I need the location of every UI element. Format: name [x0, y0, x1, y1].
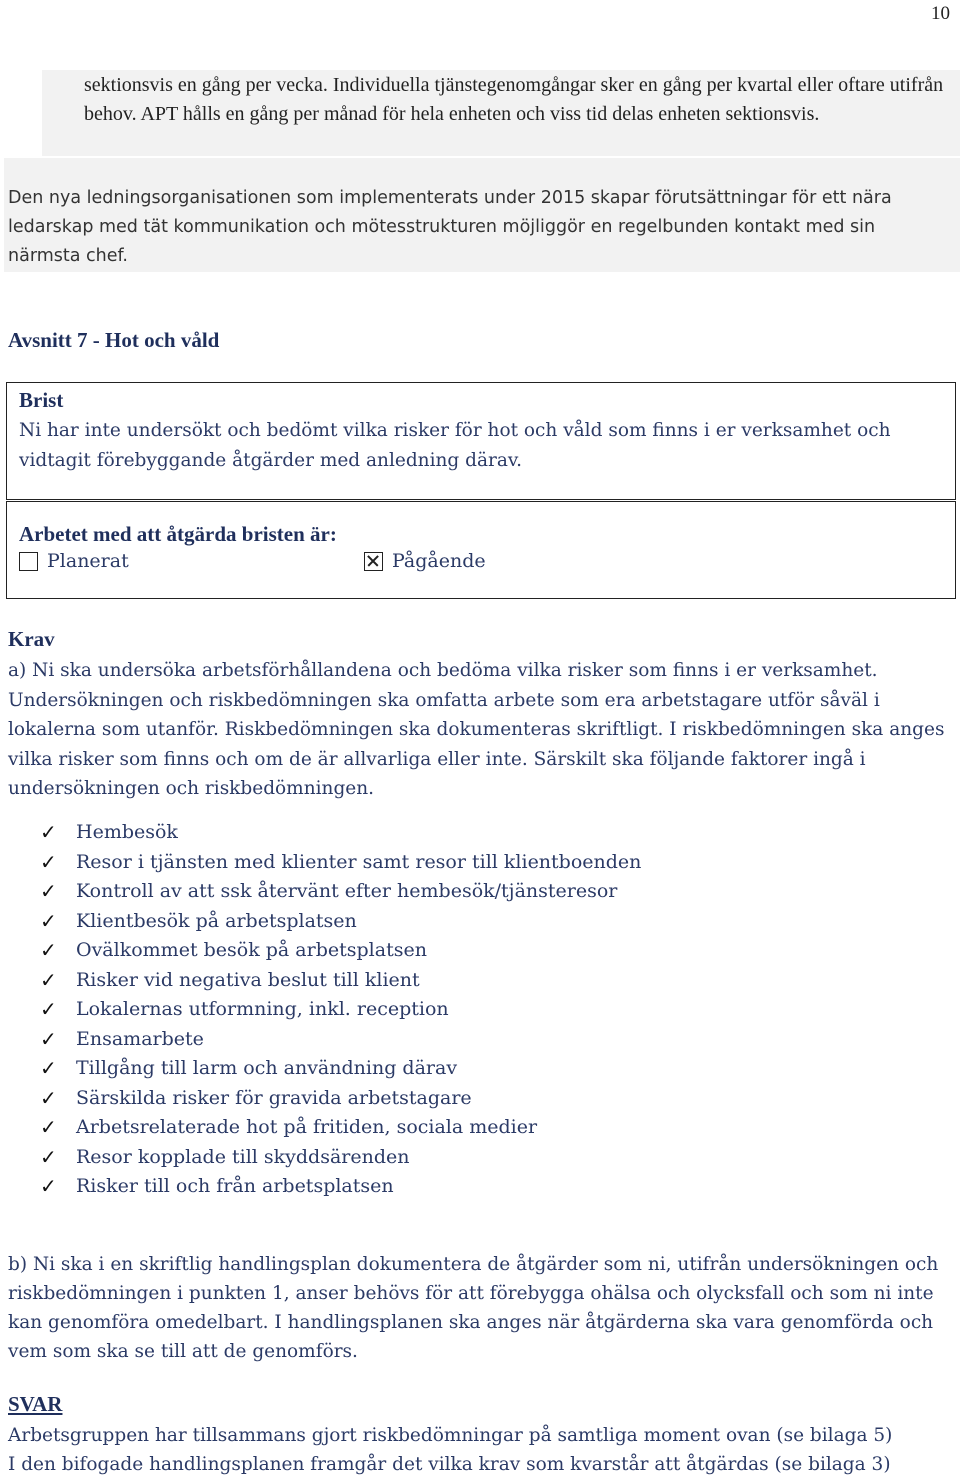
status-ongoing-label: Pågående [392, 550, 486, 572]
unchecked-box-icon[interactable] [19, 552, 38, 571]
status-planned[interactable] [19, 550, 364, 572]
list-item-label: Klientbesök på arbetsplatsen [76, 909, 357, 932]
check-mark-icon: ✓ [40, 908, 57, 933]
check-mark-icon: ✓ [40, 967, 57, 992]
list-item [40, 1084, 641, 1114]
intro-paragraph-2: Den nya ledningsorganisationen som implementerats under 2015 skapar förutsättningar för ett nära ledarskap med tät kommunikation och mötesstrukturen möjliggör en regelbunden kontakt med sin närmsta chef. [8, 188, 892, 266]
list-item [40, 818, 641, 848]
list-item [40, 936, 641, 966]
check-mark-icon: ✓ [40, 820, 57, 844]
status-options [19, 550, 486, 572]
list-item-label: Lokalernas utformning, inkl. reception [76, 998, 449, 1020]
checked-box-icon[interactable] [364, 552, 383, 571]
list-item [40, 907, 641, 937]
krav-label: Krav [8, 627, 55, 651]
check-mark-icon: ✓ [40, 938, 57, 962]
list-item [40, 1054, 641, 1084]
status-planned-label: Planerat [47, 550, 129, 572]
list-item-label: Ensamarbete [76, 1027, 204, 1050]
check-mark-icon: ✓ [40, 1144, 57, 1169]
list-item-label: Arbetsrelaterade hot på fritiden, sociala medier [76, 1116, 538, 1138]
svar-line-2: I den bifogade handlingsplanen framgår det vilka krav som kvarstår att åtgärdas (se bilaga 3) [8, 1454, 891, 1475]
page-number: 10 [931, 3, 950, 24]
work-status-label: Arbetet med att åtgärda bristen är: [19, 522, 337, 546]
check-mark-icon: ✓ [40, 879, 57, 903]
list-item-label: Kontroll av att ssk återvänt efter hembesök/tjänsteresor [76, 880, 618, 902]
brist-label: Brist [19, 388, 64, 412]
svar-label: SVAR [8, 1392, 63, 1416]
check-mark-icon: ✓ [40, 849, 57, 874]
check-mark-icon: ✓ [40, 1056, 57, 1080]
svar-line-1: Arbetsgruppen har tillsammans gjort riskbedömningar på samtliga moment ovan (se bilaga 5) [8, 1425, 893, 1446]
requirement-b-text: b) Ni ska i en skriftlig handlingsplan dokumentera de åtgärder som ni, utifrån undersökningen och riskbedömningen i punkten 1, anser behövs för att förebygga ohälsa och olycksfall och som ni inte kan genomföra omedelbart. I handlingsplanen ska anges när åtgärderna ska vara genomförda och vem som ska se till att de genomförs. [8, 1254, 939, 1362]
risk-factor-checklist [40, 818, 641, 1202]
list-item-label: Risker vid negativa beslut till klient [76, 968, 420, 991]
list-item [40, 1143, 641, 1173]
list-item-label: Tillgång till larm och användning därav [76, 1057, 458, 1079]
list-item-label: Resor kopplade till skyddsärenden [76, 1145, 410, 1168]
brist-text: Ni har inte undersökt och bedömt vilka risker för hot och våld som finns i er verksamhet och vidtagit förebyggande åtgärder med anledning därav. [19, 420, 891, 471]
list-item [40, 848, 641, 878]
list-item-label: Särskilda risker för gravida arbetstagare [76, 1086, 472, 1109]
list-item [40, 1172, 641, 1202]
list-item [40, 995, 641, 1025]
list-item [40, 1025, 641, 1055]
check-mark-icon: ✓ [40, 1174, 57, 1198]
section-title: Avsnitt 7 - Hot och våld [8, 328, 220, 352]
work-status-box [6, 501, 956, 599]
check-mark-icon: ✓ [40, 997, 57, 1021]
intro-paragraph-1: sektionsvis en gång per vecka. Individuella tjänstegenomgångar sker en gång per kvartal eller oftare utifrån behov. APT hålls en gång per månad för hela enheten och viss tid delas enheten sektionsvis. [84, 74, 944, 125]
krav-text: a) Ni ska undersöka arbetsförhållandena och bedöma vilka risker som finns i er verksamhet. Undersökningen och riskbedömningen ska omfatta arbete som era arbetstagare utför såväl i lokalerna som utanför. Riskbedömningen ska dokumenteras skriftligt. I riskbedömningen ska anges vilka risker som finns och om de är allvarliga eller inte. Särskilt ska följande faktorer ingå i undersökningen och riskbedömningen. [8, 660, 945, 799]
check-mark-icon: ✓ [40, 1115, 57, 1139]
list-item-label: Hembesök [76, 821, 178, 843]
list-item [40, 1113, 641, 1143]
list-item [40, 877, 641, 907]
list-item-label: Ovälkommet besök på arbetsplatsen [76, 939, 427, 961]
check-mark-icon: ✓ [40, 1085, 57, 1110]
check-mark-icon: ✓ [40, 1026, 57, 1051]
status-ongoing[interactable] [364, 550, 486, 572]
brist-box [6, 382, 956, 500]
list-item-label: Resor i tjänsten med klienter samt resor till klientboenden [76, 850, 642, 873]
svar-text [8, 1421, 950, 1479]
list-item [40, 966, 641, 996]
list-item-label: Risker till och från arbetsplatsen [76, 1175, 394, 1197]
